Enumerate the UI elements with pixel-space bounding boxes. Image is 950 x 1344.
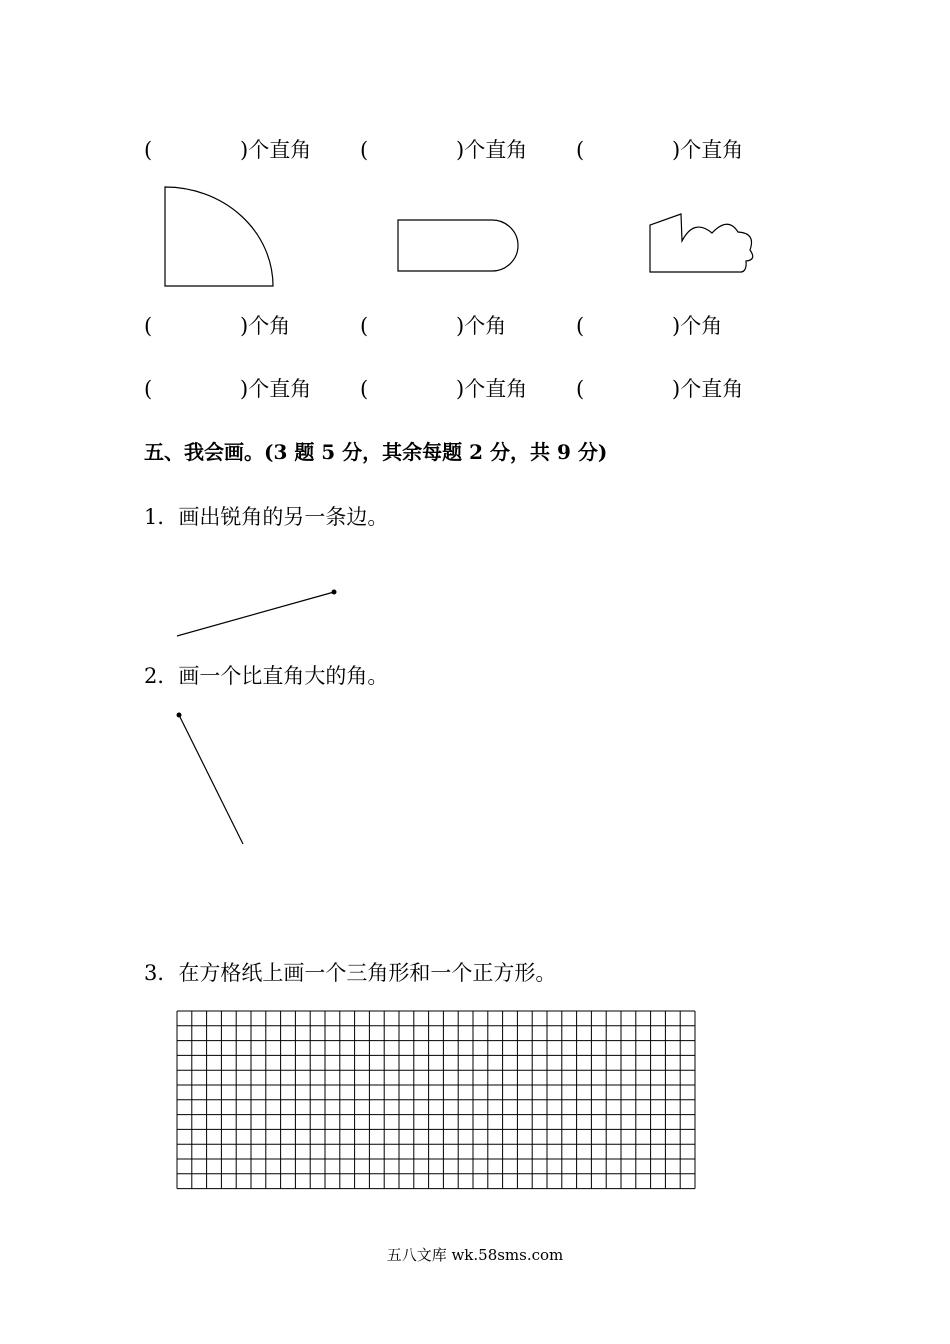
ray-line[interactable]: [179, 715, 243, 844]
answer-label[interactable]: [240, 135, 311, 165]
shapes-figure: [0, 180, 950, 295]
close-paren: ): [456, 314, 465, 338]
close-paren: ): [672, 314, 681, 338]
answer-label[interactable]: [456, 311, 506, 341]
grid-lines: [176, 1010, 698, 1196]
answer-label[interactable]: [240, 311, 290, 341]
vertex-dot: [332, 590, 337, 595]
vertex-dot: [177, 713, 182, 718]
graph-paper[interactable]: [176, 1010, 698, 1200]
footer-watermark: 五八文库 wk.58sms.com: [386, 1246, 564, 1264]
answer-label[interactable]: [240, 374, 311, 404]
acute-angle-ray-figure: [0, 580, 950, 640]
unit-label: 个直角: [680, 138, 744, 162]
answer-label[interactable]: [456, 135, 527, 165]
answer-row-2: [0, 311, 950, 341]
open-paren: (: [144, 138, 153, 162]
close-paren: ): [240, 377, 249, 401]
answer-row-1: [0, 135, 950, 165]
unit-label: 个直角: [248, 377, 312, 401]
unit-label: 个直角: [680, 377, 744, 401]
rounded-rectangle-shape: [398, 220, 518, 271]
close-paren: ): [456, 377, 465, 401]
answer-label[interactable]: [456, 374, 527, 404]
unit-label: 个直角: [248, 138, 312, 162]
open-paren: (: [360, 377, 369, 401]
quarter-circle-shape: [165, 187, 273, 286]
close-paren: ): [240, 138, 249, 162]
open-paren: (: [360, 138, 369, 162]
question-1: 1．画出锐角的另一条边。: [144, 505, 389, 529]
answer-label[interactable]: [672, 135, 743, 165]
close-paren: ): [672, 138, 681, 162]
unit-label: 个角: [464, 314, 507, 338]
section-title: 五、我会画。(3 题 5 分，其余每题 2 分，共 9 分): [144, 440, 608, 464]
unit-label: 个直角: [464, 138, 528, 162]
open-paren: (: [576, 377, 585, 401]
unit-label: 个角: [680, 314, 723, 338]
obtuse-angle-ray-figure: [0, 708, 950, 848]
answer-label[interactable]: [672, 311, 722, 341]
unit-label: 个角: [248, 314, 291, 338]
answer-row-3: [0, 374, 950, 404]
question-2: 2．画一个比直角大的角。: [144, 664, 389, 688]
open-paren: (: [144, 377, 153, 401]
close-paren: ): [672, 377, 681, 401]
irregular-shape: [650, 214, 753, 272]
ray-line[interactable]: [177, 592, 334, 636]
unit-label: 个直角: [464, 377, 528, 401]
question-3: 3．在方格纸上画一个三角形和一个正方形。: [144, 961, 557, 985]
open-paren: (: [144, 314, 153, 338]
close-paren: ): [240, 314, 249, 338]
answer-label[interactable]: [672, 374, 743, 404]
open-paren: (: [360, 314, 369, 338]
close-paren: ): [456, 138, 465, 162]
open-paren: (: [576, 138, 585, 162]
open-paren: (: [576, 314, 585, 338]
